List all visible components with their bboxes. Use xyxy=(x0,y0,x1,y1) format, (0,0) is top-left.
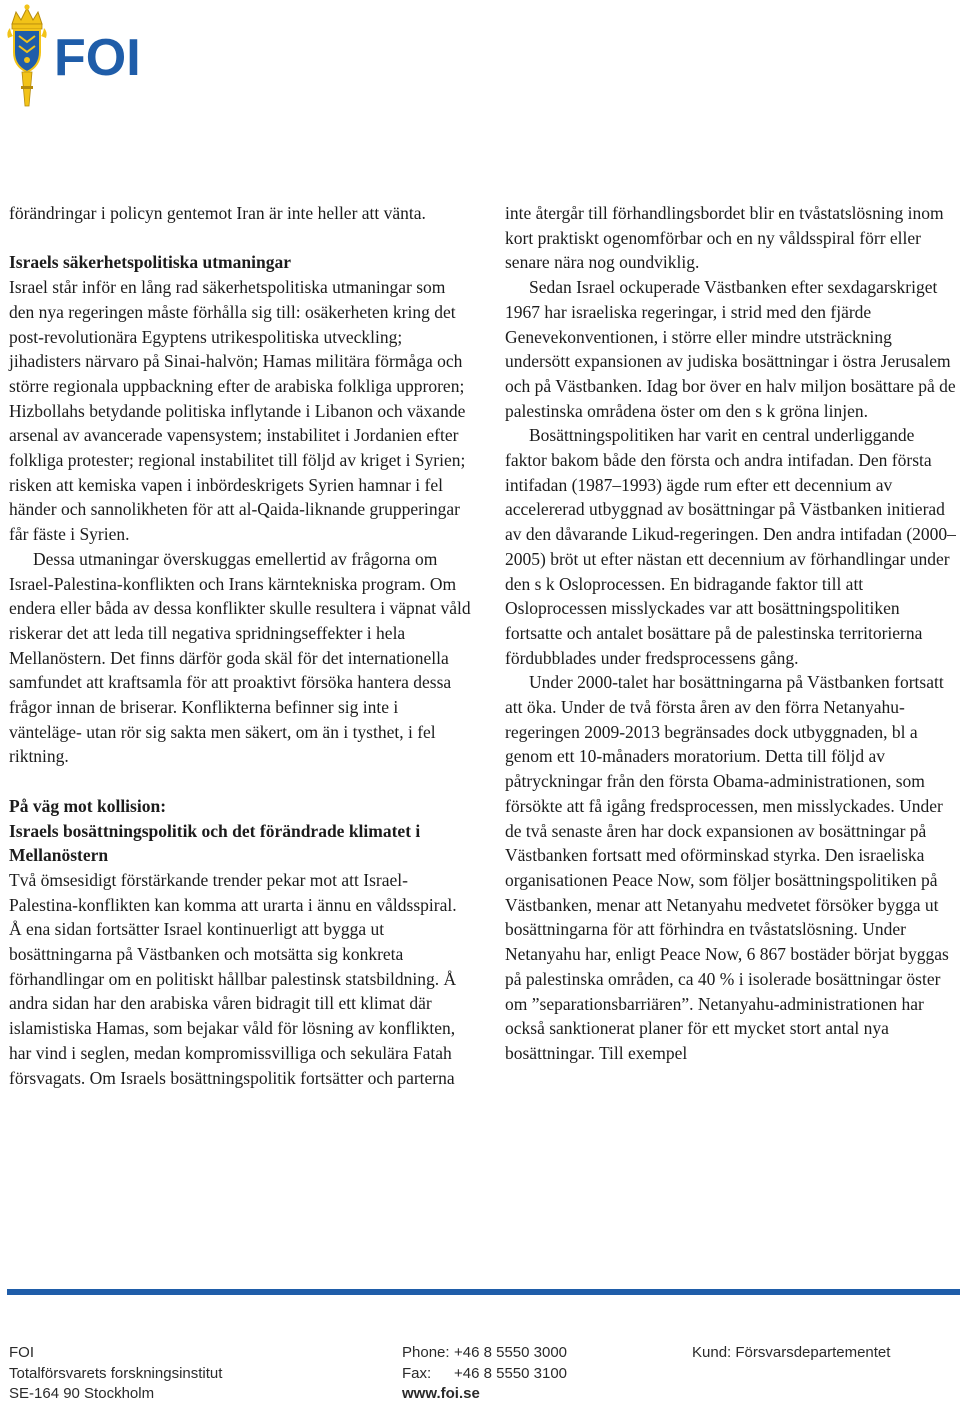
footer-address: SE-164 90 Stockholm xyxy=(9,1385,155,1402)
website-link[interactable]: www.foi.se xyxy=(402,1385,480,1402)
paragraph: Sedan Israel ockuperade Västbanken efter sexdagarskriget 1967 har israeliska regeringar, i strid med den fjärde Genevekonventionen, i större eller mindre utsträckning undersött expansionen av judiska bosättningar i östra Jerusalem och på Västbanken. Idag bor över en halv miljon bosättare på de palestinska områdena öster om den s k gröna linjen. xyxy=(505,277,956,421)
fax-number: +46 8 5550 3100 xyxy=(454,1364,568,1382)
paragraph: Israel står inför en lång rad säkerhetspolitiska utmaningar som den nya regeringen måste förhålla sig till: osäkerheten kring det post-revolutionära Egyptens utrikespolitiska utveckling; jihadisters närvaro på Sinai-halvön; Hamas militära förmåga och större regionala uppbackning efter de arabiska folkliga upproren; Hizbollahs betydande politiska inflytande i Libanon och växande arsenal av avancerade vapensystem; instabilitet i Jordanien efter folkliga protester; regional instabilitet till följd av kriget i Syrien; risken att kemiska vapen i inbördeskrigets Syrien hamnar i fel händer och sannolikheten för att al-Qaida-liknande grupperingar får fäste i Syrien. xyxy=(9,277,466,545)
footer-divider xyxy=(7,1289,960,1295)
footer-org-full: Totalförsvarets forskningsinstitut xyxy=(9,1364,223,1382)
right-column xyxy=(505,201,960,1066)
footer-org-short: FOI xyxy=(9,1344,34,1361)
foi-logo xyxy=(6,2,156,112)
footer-phone-row xyxy=(402,1343,567,1364)
royal-crown-torch-emblem-icon xyxy=(6,2,156,112)
logo-wordmark: FOI xyxy=(54,29,141,87)
footer-contact xyxy=(402,1343,567,1405)
footer-organization xyxy=(9,1343,222,1405)
paragraph: Bosättningspolitiken har varit en central underliggande faktor bakom både den första och andra intifadan. Den första intifadan (1987–1993) ägde rum efter ett decennium av accelererad utbyggnad av bosättningar på Västbanken initierad av den dåvarande Likud-regeringen. Den andra intifadan (2000–2005) bröt ut efter nästan ett decennium av förhandlingar under den s k Osloprocessen. En bidragande faktor till att Osloprocessen misslyckades var att bosättningspolitiken fortsatte och antalet bosättare på de palestinska territorierna fördubblades under fredsprocessens gång. xyxy=(505,425,956,668)
phone-number: +46 8 5550 3000 xyxy=(454,1344,568,1361)
client-label: Kund: Försvarsdepartementet xyxy=(692,1344,891,1361)
paragraph: förändringar i policyn gentemot Iran är inte heller att vänta. xyxy=(9,203,426,223)
fax-label: Fax: xyxy=(402,1364,432,1382)
paragraph: Två ömsesidigt förstärkande trender pekar mot att Israel-Palestina-konflikten kan komma att urarta i ännu en våldsspiral. Å ena sidan fortsätter Israel kontinuerligt att bygga ut bosättningarna på Västbanken och motsätta sig konkreta förhandlingar om en politiskt hållbar palestinsk statsbildning. Å andra sidan har den arabiska våren bidragit till ett klimat där islamistiska Hamas, som bejakar våld för lösning av konflikten, har vind i seglen, medan kompromissvilliga och sekulära Fatah försvagats. Om Israels bosättningspolitik fortsätter och parterna xyxy=(9,869,457,1088)
paragraph: Dessa utmaningar överskuggas emellertid av frågorna om Israel-Palestina-konflikten och Irans kärntekniska program. Om endera eller båda av dessa konflikter skulle resultera i väpnat våld riskerar det att leda till negativa spridningseffekter i hela Mellanöstern. Det finns därför goda skäl för det internationella samfundet att kraftsamla för att proaktivt försöka hantera dessa frågor innan de briserar. Konflikterna befinner sig inte i vänteläge- utan rör sig sakta men säkert, om än i tysthet, i fel riktning. xyxy=(9,548,471,767)
section-subheading: Israels bosättningspolitik och det förändrade klimatet i Mellanöstern xyxy=(9,820,421,866)
section-heading: På väg mot kollision: xyxy=(9,795,167,816)
footer-fax-row xyxy=(402,1364,567,1385)
left-column xyxy=(9,201,471,1090)
paragraph: inte återgår till förhandlingsbordet blir en tvåstatslösning inom kort praktiskt ogenomförbar och en ny våldsspiral förr eller senare nära nog oundviklig. xyxy=(505,203,944,273)
paragraph: Under 2000-talet har bosättningarna på Västbanken fortsatt att öka. Under de två första åren av den förra Netanyahu-regeringen 2009-2013 begränsades dock utbyggnaden, bl a genom ett 10-månaders moratorium. Detta till följd av påtryckningar från den första Obama-administrationen, som försökte att få igång fredsprocessen, men misslyckades. Under de två senaste åren har dock expansionen av bosättningar på Västbanken fortsatt med oförminskad styrka. Den israeliska organisationen Peace Now, som följer bosättningspolitiken på Västbanken, menar att Netanyahu medvetet försöker bygga ut bosättningarna för att förhindra en tvåstatslösning. Under Netanyahu har, enligt Peace Now, 6 867 bostäder börjat byggas på palestinska områden, ca 40 % i isolerade bosättningar öster om ”separationsbarriären”. Netanyahu-administrationen har också sanktionerat planer för ett mycket stort antal nya bosättningar. Till exempel xyxy=(505,672,949,1063)
section-heading: Israels säkerhetspolitiska utmaningar xyxy=(9,252,291,273)
footer-client xyxy=(692,1343,890,1364)
phone-label: Phone: xyxy=(402,1344,450,1361)
